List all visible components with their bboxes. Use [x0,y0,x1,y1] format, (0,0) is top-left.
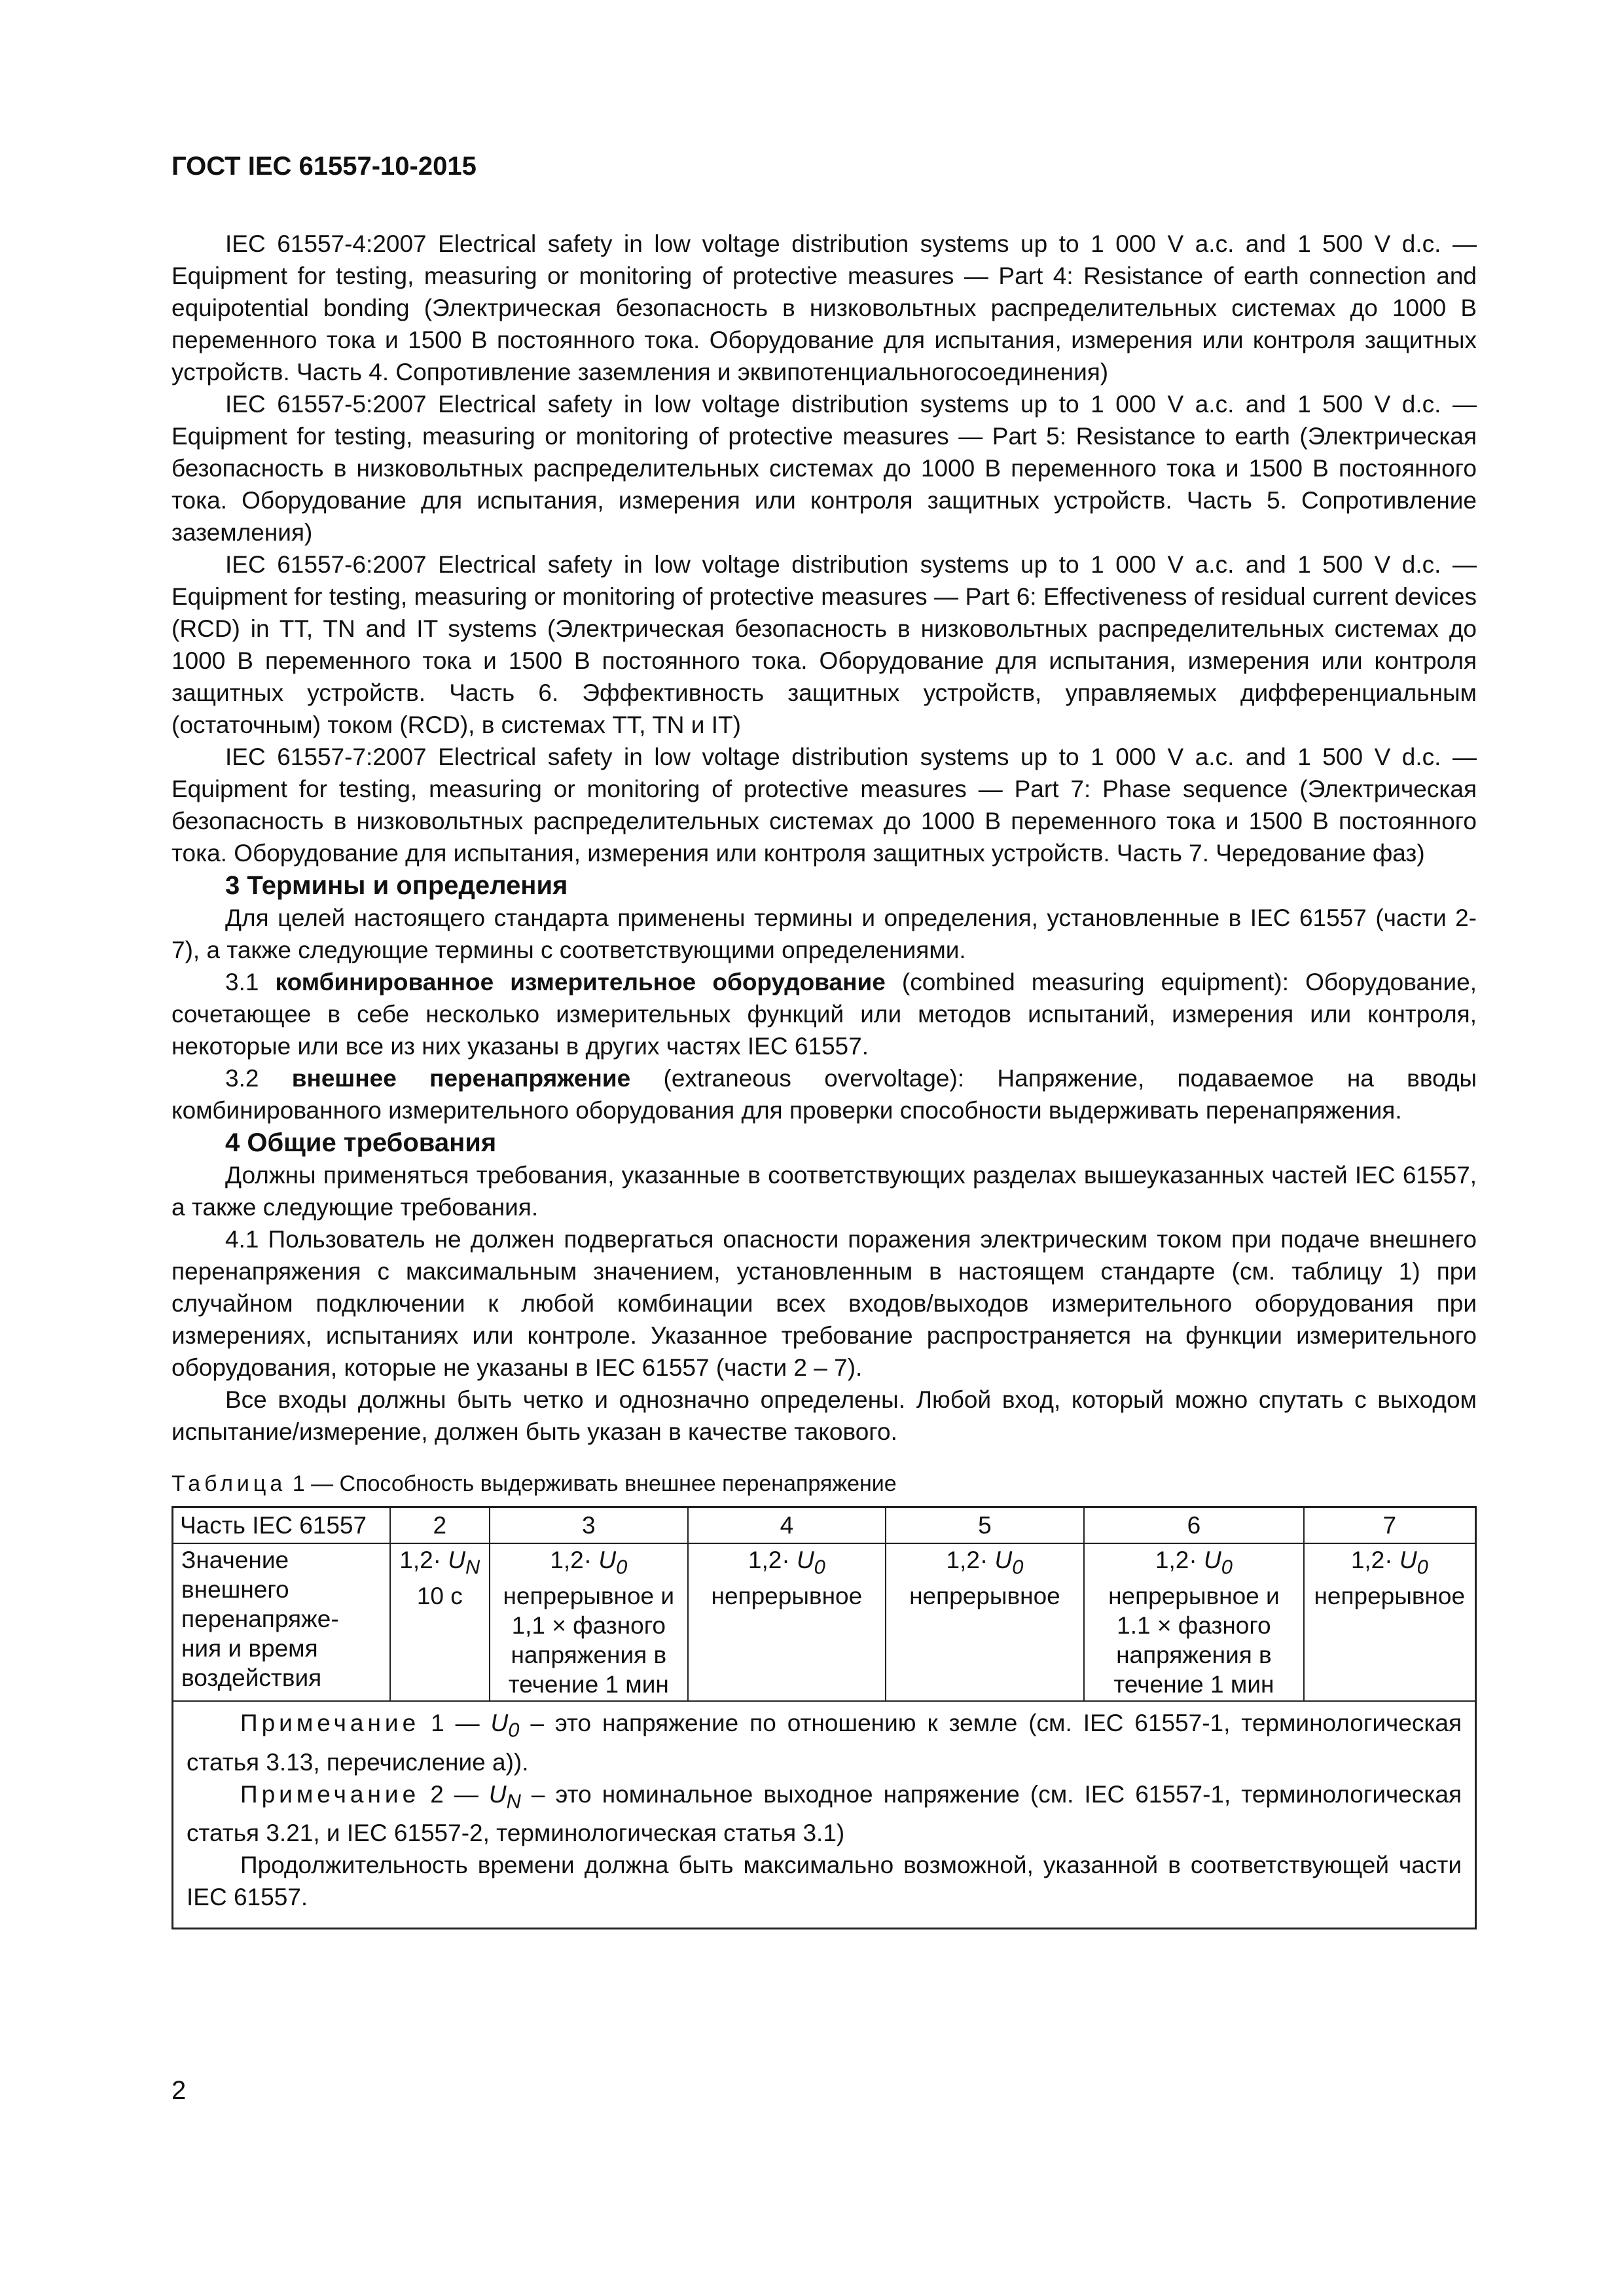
cell-line: 10 с [416,1583,463,1610]
value-symbol: U [598,1547,617,1573]
term-name: комбинированное измерительное оборудование [275,969,886,996]
table-caption [171,1469,1477,1498]
note-label: Примечание [240,1780,420,1808]
reference-paragraph: IEC 61557-7:2007 Electrical safety in low voltage distribution systems up to 1 000 V a.c. and 1 500 V d.c. — Equipment for testing, measuring or monitoring of protective measures — Part 7: Phase sequence (Электрическая безопасность в низковольтных распределительных системах до 1000 В переменного тока и 1500 В постоянного тока. Оборудование для испытания, измерения или контроля защитных устройств. Часть 7. Чередование фаз) [171,744,1477,867]
table-row-header [173,1543,391,1701]
cell-line: непрерывное и [503,1583,675,1610]
reference-paragraph: IEC 61557-6:2007 Electrical safety in low voltage distribution systems up to 1 000 V a.c. and 1 500 V d.c. — Equipment for testing, measuring or monitoring of protective measures — Part 6: Effectiveness of residual current devices (RCD) in TT, TN and IT systems (Электрическая безопасность в низковольтных распределительных системах до 1000 В переменного тока и 1500 В постоянного тока. Оборудование для испытания, измерения или контроля защитных устройств. Часть 6. Эффективность защитных устройств, управляемых дифференциальным (остаточным) током (RCD), в системах TT, TN и IT) [171,551,1477,738]
note-text: – это напряжение по отношению к земле (см. IEC 61557-1, терминологическая статья 3.13, перечисление а)). [187,1710,1462,1776]
note-symbol: U [488,1780,507,1808]
value-prefix: 1,2· [1350,1547,1399,1573]
value-subscript: 0 [1416,1555,1428,1579]
value-symbol: U [796,1547,814,1573]
term-definition: (combined measuring equipment): Оборудование, сочетающее в себе несколько измерительных функций или методов испытаний, измерения или контроля, некоторые или все из них указаны в других частях IEC 61557. [171,969,1477,1060]
overvoltage-table [171,1506,1477,1929]
cell-line: непрерывное [909,1583,1060,1610]
table-cell-part-2 [390,1543,489,1701]
table-caption-label: Таблица [171,1471,287,1496]
section-heading-terms: 3 Термины и определения [225,871,568,900]
value-subscript: 0 [1012,1555,1024,1579]
requirements-paragraph: 4.1 Пользователь не должен подвергаться опасности поражения электрическим током при подаче внешнего перенапряжения с максимальным значением, установленным в настоящем стандарте (см. таблицу 1) при случайном подключении к любой комбинации всех входов/выходов измерительного оборудования при измерениях, испытаниях или контроле. Указанное требование распространяется на функции измерительного оборудования, которые не указаны в IEC 61557 (части 2 – 7). [171,1226,1477,1381]
table-note-3: Продолжительность времени должна быть максимально возможной, указанной в соответствующей части IEC 61557. [187,1852,1462,1911]
reference-paragraph: IEC 61557-5:2007 Electrical safety in low voltage distribution systems up to 1 000 V a.c. and 1 500 V d.c. — Equipment for testing, measuring or monitoring of protective measures — Part 5: Resistance to earth (Электрическая безопасность в низковольтных распределительных системах до 1000 В переменного тока и 1500 В постоянного тока. Оборудование для испытания, измерения или контроля защитных устройств. Часть 5. Сопротивление заземления) [171,391,1477,546]
value-prefix: 1,2· [946,1547,995,1573]
value-symbol: U [1399,1547,1417,1573]
value-prefix: 1,2· [399,1547,448,1573]
note-label: Примечание [240,1710,420,1737]
cell-line: перенапряже- [181,1605,339,1632]
table-cell-part-7 [1304,1543,1476,1701]
cell-line [393,1545,486,1581]
cell-line [493,1545,685,1581]
value-prefix: 1,2· [748,1547,797,1573]
section-heading-general-requirements: 4 Общие требования [225,1128,497,1157]
note-symbol: U [490,1710,509,1737]
note-number: 2 — [420,1780,489,1808]
table-note-1 [187,1707,1462,1778]
value-symbol: U [448,1547,466,1573]
note-subscript: 0 [508,1718,520,1742]
term-definition: (extraneous overvoltage): Напряжение, подаваемое на вводы комбинированного измерительного оборудования для проверки способности выдерживать перенапряжения. [171,1065,1477,1124]
cell-line: внешнего [181,1576,289,1603]
table-header-cell: 4 [688,1507,886,1544]
note-number: 1 — [420,1710,491,1737]
term-number: 3.1 [225,969,276,996]
cell-line: 1.1 × фазного [1117,1612,1271,1640]
cell-line: непрерывное [1314,1583,1466,1610]
cell-line: воздействия [181,1664,322,1691]
cell-line [1307,1545,1472,1581]
table-cell-part-3 [490,1543,689,1701]
value-prefix: 1,2· [550,1547,599,1573]
term-3-1-paragraph [171,966,1477,1062]
table-notes [173,1701,1476,1928]
table-note-2 [187,1778,1462,1849]
value-subscript: 0 [814,1555,825,1579]
table-header-cell: Часть IEC 61557 [173,1507,391,1544]
requirements-paragraph: Должны применяться требования, указанные в соответствующих разделах вышеуказанных частей IEC 61557, а также следующие требования. [171,1162,1477,1221]
table-header-cell: 6 [1084,1507,1303,1544]
table-row [173,1543,1476,1701]
cell-line: ния и время [181,1635,318,1662]
cell-line: напряжения в [1116,1641,1272,1669]
value-prefix: 1,2· [1155,1547,1204,1573]
value-subscript: 0 [616,1555,628,1579]
table-header-cell: 2 [390,1507,489,1544]
cell-line: непрерывное [711,1583,863,1610]
table-header-cell: 3 [490,1507,689,1544]
value-subscript: 0 [1221,1555,1233,1579]
note-text: – это номинальное выходное напряжение (см. IEC 61557-1, терминологическая статья 3.21, и IEC 61557-2, терминологическая статья 3.1) [187,1780,1462,1847]
table-caption-text: 1 — Способность выдерживать внешнее перенапряжение [286,1471,897,1496]
table-cell-part-5 [886,1543,1085,1701]
cell-line: 1,1 × фазного [511,1612,666,1640]
cell-line: течение 1 мин [508,1671,669,1698]
cell-line: течение 1 мин [1113,1671,1274,1698]
table-cell-part-6 [1084,1543,1303,1701]
note-subscript: N [506,1789,521,1813]
cell-line: напряжения в [511,1641,667,1669]
table-header-cell: 7 [1304,1507,1476,1544]
table-header-cell: 5 [886,1507,1085,1544]
term-name: внешнее перенапряжение [291,1065,631,1092]
table-notes-row [173,1701,1476,1928]
cell-line [889,1545,1081,1581]
reference-paragraph: IEC 61557-4:2007 Electrical safety in low voltage distribution systems up to 1 000 V a.c. and 1 500 V d.c. — Equipment for testing, measuring or monitoring of protective measures — Part 4: Resistance of earth connection and equipotential bonding (Электрическая безопасность в низковольтных распределительных системах до 1000 В переменного тока и 1500 В постоянного тока. Оборудование для испытания, измерения или контроля защитных устройств. Часть 4. Сопротивление заземления и эквипотенциальногосоединения) [171,230,1477,386]
page-number: 2 [171,2076,187,2105]
page-content [171,228,1477,1929]
value-subscript: N [465,1555,480,1579]
cell-line: непрерывное и [1108,1583,1280,1610]
term-number: 3.2 [225,1065,292,1092]
requirements-paragraph: Все входы должны быть четко и однозначно определены. Любой вход, который можно спутать с выходом испытание/измерение, должен быть указан в качестве такового. [171,1386,1477,1445]
cell-line [1087,1545,1300,1581]
term-3-2-paragraph [171,1062,1477,1126]
table-header-row [173,1507,1476,1544]
value-symbol: U [1203,1547,1221,1573]
document-header: ГОСТ IEC 61557-10-2015 [171,152,477,181]
cell-line: Значение [181,1547,289,1573]
table-cell-part-4 [688,1543,886,1701]
terms-intro-paragraph: Для целей настоящего стандарта применены термины и определения, установленные в IEC 61557 (части 2-7), а также следующие термины с соответствующими определениями. [171,905,1477,963]
value-symbol: U [994,1547,1013,1573]
cell-line [691,1545,882,1581]
